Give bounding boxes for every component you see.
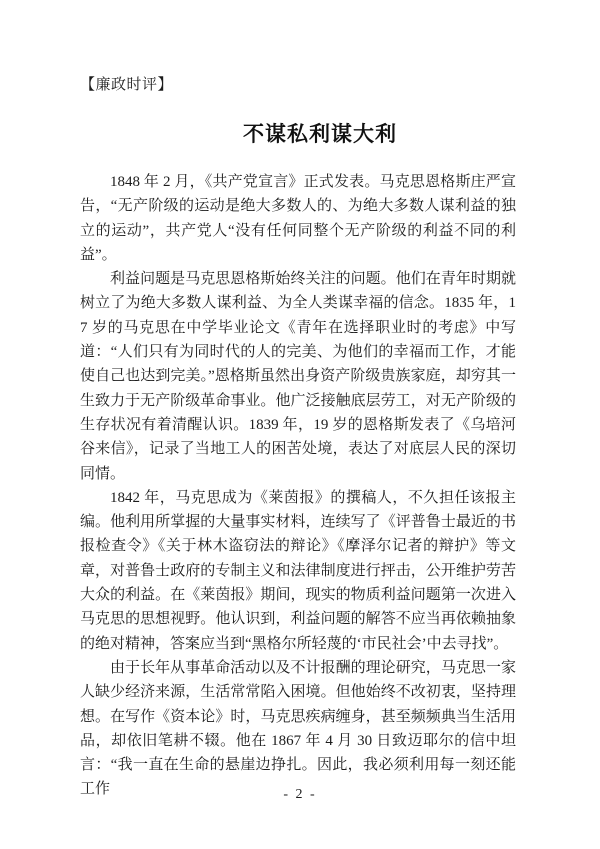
paragraph: 1848 年 2 月，《共产党宣言》正式发表。马克思恩格斯庄严宣告，“无产阶级的运动是绝大多数人的、为绝大多数人谋利益的独立的运动”，共产党人“没有任何同整个无产阶级的利益不同的利益”。 xyxy=(80,174,516,263)
paragraph: 由于长年从事革命活动以及不计报酬的理论研究，马克思一家人缺少经济来源，生活常常陷入困境。但他始终不改初衷，坚持理想。在写作《资本论》时，马克思疾病缠身，甚至频频典当生活用品，却依旧笔耕不辍。他在 1867 年 4 月 30 日致迈耶尔的信中坦言：“我一直在生命的悬崖边挣扎。因此，我必须利用每一刻还能工作 xyxy=(80,659,516,798)
document-title: 不谋私利谋大利 xyxy=(243,122,397,146)
paragraph: 利益问题是马克思恩格斯始终关注的问题。他们在青年时期就树立了为绝大多数人谋利益、为全人类谋幸福的信念。1835 年，17 岁的马克思在中学毕业论文《青年在选择职业时的考虑》中写道：“人们只有为同时代的人的完美、为他们的幸福而工作，才能使自己也达到完美。”恩格斯虽然出身资产阶级贵族家庭，却穷其一生致力于无产阶级革命事业。他广泛接触底层劳工，对无产阶级的生存状况有着清醒认识。1839 年，19 岁的恩格斯发表了《乌培河谷来信》，记录了当地工人的困苦处境，表达了对底层人民的深切同情。 xyxy=(80,271,516,482)
document-body xyxy=(80,170,516,802)
paragraph: 1842 年，马克思成为《莱茵报》的撰稿人，不久担任该报主编。他利用所掌握的大量事实材料，连续写了《评普鲁士最近的书报检查令》《关于林木盗窃法的辩论》《摩泽尔记者的辩护》等文章，对普鲁士政府的专制主义和法律制度进行抨击，公开维护劳苦大众的利益。在《莱茵报》期间，现实的物质利益问题第一次进入马克思的思想视野。他认识到，利益问题的解答不应当再依赖抽象的绝对精神，答案应当到“黑格尔所轻蔑的‘市民社会’中去寻找”。 xyxy=(80,489,516,652)
section-tag: 【廉政时评】 xyxy=(80,77,174,93)
page-footer xyxy=(0,785,600,803)
page-number: - 2 - xyxy=(283,787,317,802)
